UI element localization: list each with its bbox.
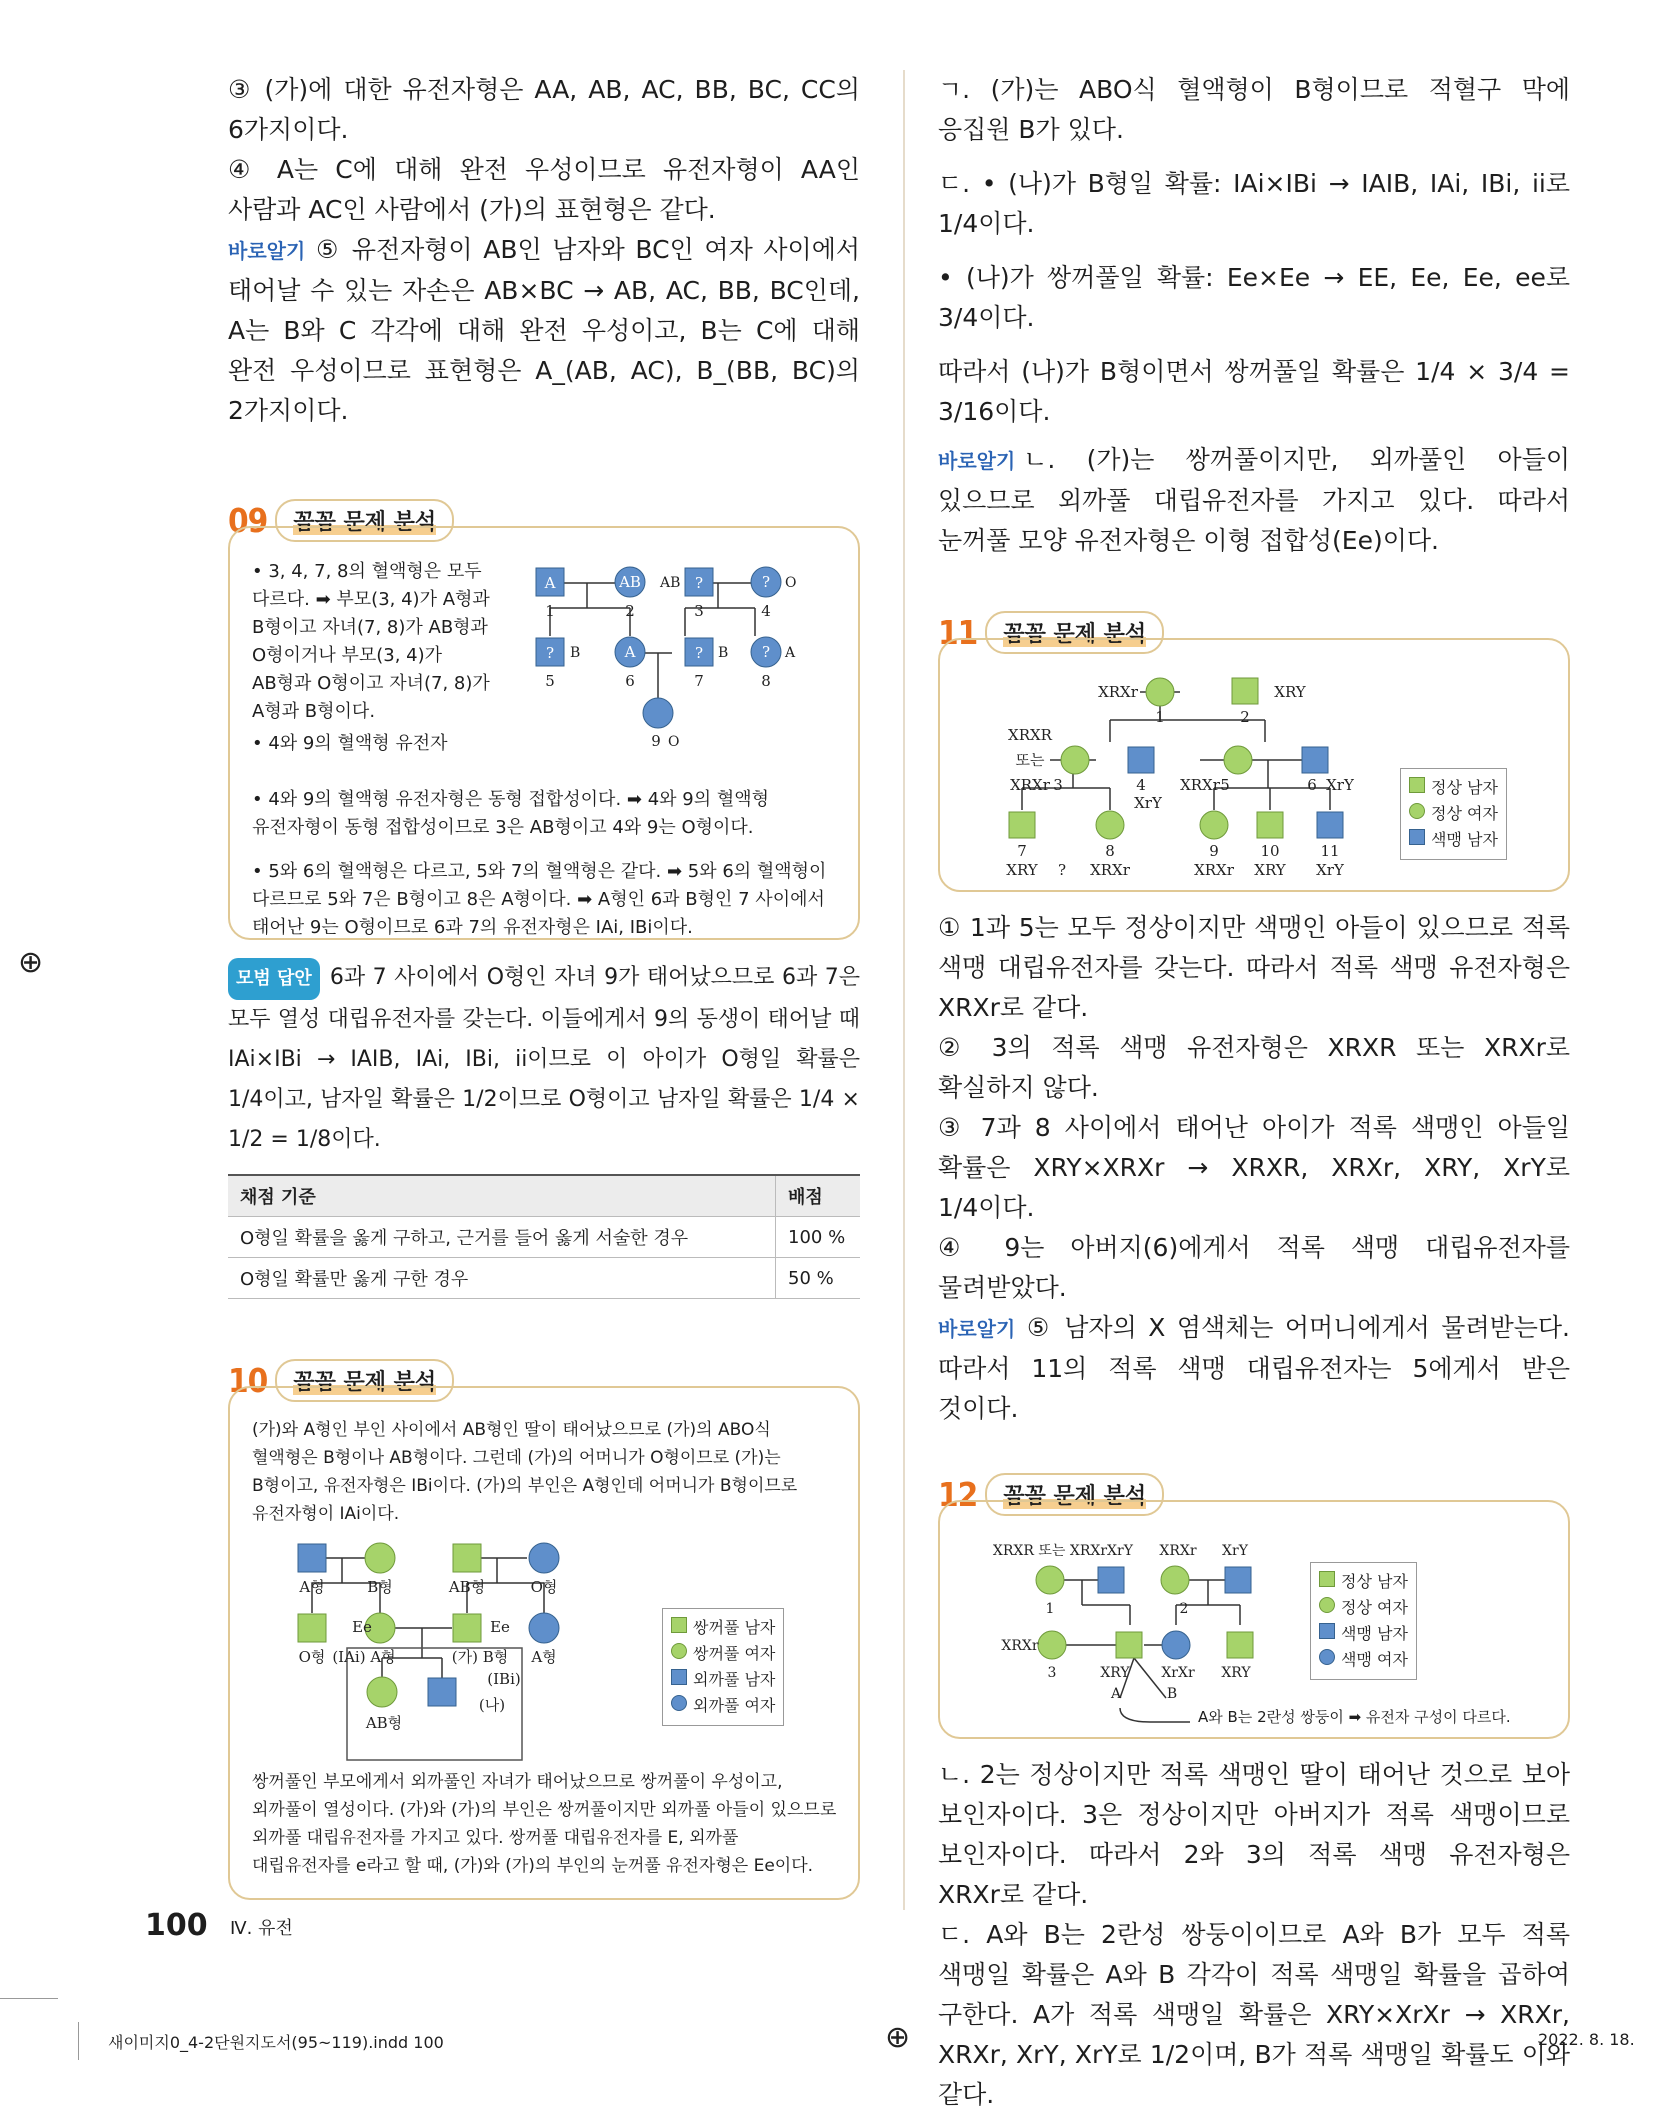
left-para-4: ④ A는 C에 대해 완전 우성이므로 유전자형이 AA인 사람과 AC인 사람에서 (가)의 표현형은 같다. <box>228 155 860 224</box>
q10-node-g4 <box>529 1543 559 1573</box>
q12-n1: 1 <box>1045 1601 1055 1617</box>
q09-side-4: O <box>785 575 797 591</box>
q12-node-2 <box>1161 1566 1189 1594</box>
q11-pedigree <box>1000 670 1400 885</box>
correction-label: 바로알기 <box>228 239 306 263</box>
q10-node-c1 <box>298 1614 326 1642</box>
q09-side-7: B <box>718 645 729 661</box>
q12-pedigree <box>970 1530 1330 1735</box>
q09-side-8: A <box>785 645 796 661</box>
q12-node-R <box>1227 1632 1253 1658</box>
q09-num-6: 6 <box>625 672 635 690</box>
q11-g8: XRXr <box>1090 861 1130 879</box>
q12-twin-note: A와 B는 2란성 쌍둥이 ➡ 유전자 구성이 다르다. <box>1198 1708 1511 1726</box>
q10-title: 꼼꼼 문제 분석 <box>275 1359 454 1402</box>
q11-g10: XRY <box>1254 861 1286 879</box>
q09-number: 09 <box>228 501 268 540</box>
q12-para-2: ㄷ. A와 B는 2란성 쌍둥이이므로 A와 B가 모두 적록 색맹일 확률은 A와 B 각각이 적록 색맹일 확률을 곱하여 구한다. A가 적록 색맹일 확률은 XRY×XrXr → XRXr, XRXr, XrY, XrY로 1/2이며, B가 적록 색맹일 확률도 이와 같다. <box>938 1920 1570 2109</box>
q10-label-wife-g: Ee <box>352 1618 372 1636</box>
grading-row: O형일 확률을 옳게 구하고, 근거를 들어 옳게 서술한 경우 100 % <box>228 1217 860 1258</box>
q12-legend <box>1310 1562 1417 1680</box>
q10-node-g2 <box>365 1543 395 1573</box>
chapter-label: Ⅳ. 유전 <box>230 1918 293 1939</box>
q12-n3: 3 <box>1047 1665 1057 1681</box>
q09-label-5: ? <box>545 644 555 662</box>
right-para-1: ㄱ. (가)는 ABO식 혈액형이 B형이므로 적혈구 막에 응집원 B가 있다. <box>938 75 1570 144</box>
q11-g3b: 또는 <box>1015 751 1045 769</box>
q10-label-g2: B형 <box>367 1578 393 1596</box>
q12-analysis-box <box>938 1500 1570 1739</box>
q11-n5: 5 <box>1220 776 1230 794</box>
q12-para-1: ㄴ. 2는 정상이지만 적록 색맹인 딸이 태어난 것으로 보아 보인자이다. 3은 정상이지만 아버지가 적록 색맹이므로 보인자이다. 따라서 2와 3의 적록 색맹 유전자형은 XRXr로 같다. <box>938 1760 1570 1909</box>
q09-label-1: A <box>544 574 556 592</box>
left-para-5: 바로알기 ⑤ 유전자형이 AB인 남자와 BC인 여자 사이에서 태어날 수 있는 자손은 AB×BC → AB, AC, BB, BC인데, A는 B와 C 각각에 대해 완전 우성이고, B는 C에 대해 완전 우성이므로 표현형은 A_(AB, AC), B_(BB, BC)의 2가지이다. <box>228 235 860 425</box>
left-para-3: ③ (가)에 대한 유전자형은 AA, AB, AC, BB, BC, CC의 6가지이다. <box>228 75 860 144</box>
q12-h2: XrY <box>1107 1543 1133 1559</box>
q12-node-1h <box>1098 1567 1124 1593</box>
q10-label-g4: O형 <box>530 1578 558 1596</box>
q10-intro: (가)와 A형인 부인 사이에서 AB형인 딸이 태어났으므로 (가)의 ABO식 혈액형은 B형이나 AB형이다. 그런데 (가)의 어머니가 O형이므로 (가)는 B형이고, 유전자형은 IBi이다. (가)의 부인은 A형인데 어머니가 B형이므로 유전자형이 IAi이다. <box>252 1420 798 1524</box>
q11-n7: 7 <box>1017 842 1027 860</box>
right-para-5: 바로알기 ㄴ. (가)는 쌍꺼풀이지만, 외까풀인 아들이 있으므로 외까풀 대립유전자를 가지고 있다. 따라서 눈꺼풀 모양 유전자형은 이형 접합성(Ee)이다. <box>938 445 1570 555</box>
q11-node-2 <box>1232 678 1258 704</box>
q11-n10: 10 <box>1260 842 1280 860</box>
q12-node-A <box>1116 1632 1142 1658</box>
crop-mark <box>78 2022 79 2060</box>
q09-num-5: 5 <box>545 672 555 690</box>
legend-item: 정상 여자 <box>1319 1595 1408 1621</box>
q09-pedigree <box>510 558 850 788</box>
legend-item: 색맹 남자 <box>1319 1621 1408 1647</box>
q09-side-3: AB <box>660 575 681 591</box>
q11-n2: 2 <box>1240 708 1250 726</box>
q11-para-2: ② 3의 적록 색맹 유전자형은 XRXR 또는 XRXr로 확실하지 않다. <box>938 1033 1570 1102</box>
q09-analysis-box <box>228 526 860 940</box>
right-para-2: ㄷ. • (나)가 B형일 확률: IAi×IBi → IAIB, IAi, IBi, ii로 1/4이다. <box>938 169 1570 238</box>
print-file-name: 새이미지0_4-2단원지도서(95~119).indd 100 <box>108 2033 444 2052</box>
q09-num-8: 8 <box>761 672 771 690</box>
q10-analysis-box <box>228 1386 860 1900</box>
q11-g7: XRY <box>1006 861 1038 879</box>
q11-g6: XrY <box>1326 776 1354 794</box>
q12-number: 12 <box>938 1475 978 1514</box>
legend-item: 쌍꺼풀 여자 <box>671 1641 775 1667</box>
q09-bullet-1: • 3, 4, 7, 8의 혈액형은 모두 다르다. ➡ 부모(3, 4)가 A형과 B형이고 자녀(7, 8)가 AB형과 O형이거나 부모(3, 4)가 AB형과 O형이고 자녀(7, 8)가 A형과 B형이다. <box>252 561 490 722</box>
q11-n4: 4 <box>1136 776 1146 794</box>
q11-para-5: 바로알기 ⑤ 남자의 X 염색체는 어머니에게서 물려받는다. 따라서 11의 적록 색맹 대립유전자는 5에게서 받은 것이다. <box>938 1313 1570 1423</box>
legend-item: 정상 남자 <box>1319 1569 1408 1595</box>
q09-model-answer: 모범 답안 6과 7 사이에서 O형인 자녀 9가 태어났으므로 6과 7은 모두 열성 대립유전자를 갖는다. 이들에게서 9의 동생이 태어날 때 IAi×IBi → IAIB, IAi, IBi, ii이므로 이 아이가 O형일 확률은 1/4이고, 남자일 확률은 1/2이므로 O형이고 남자일 확률은 1/4 × 1/2 = 1/8이다. <box>228 958 860 1160</box>
legend-item: 정상 남자 <box>1409 775 1498 801</box>
correction-label: 바로알기 <box>938 1317 1016 1341</box>
grading-header-row: 채점 기준 배점 <box>228 1175 860 1217</box>
q11-g3c: XRXr <box>1010 776 1050 794</box>
q09-num-9: 9 <box>651 732 661 750</box>
q11-n3: 3 <box>1053 776 1063 794</box>
q12-gR: XRY <box>1221 1665 1251 1681</box>
q12-node-B <box>1162 1631 1190 1659</box>
q09-side-9: O <box>668 734 680 750</box>
q11-analysis-box <box>938 638 1570 892</box>
q10-label-na: (나) <box>478 1696 506 1714</box>
left-column <box>228 70 860 1900</box>
q10-label-ga: (가) B형 <box>451 1648 509 1666</box>
q10-label-wife: (IAi) A형 <box>332 1648 396 1666</box>
q12-node-1 <box>1036 1566 1064 1594</box>
q12-node-2h <box>1225 1567 1251 1593</box>
legend-item: 색맹 여자 <box>1319 1647 1408 1673</box>
crop-mark <box>0 1998 58 1999</box>
q09-label-7: ? <box>694 644 704 662</box>
legend-item: 외까풀 남자 <box>671 1667 775 1693</box>
q09-label-8: ? <box>761 643 771 661</box>
q09-num-3: 3 <box>694 602 704 620</box>
q11-g3a: XRXR <box>1008 726 1052 744</box>
q11-n9: 9 <box>1209 842 1219 860</box>
q10-label-ga-i: (IBi) <box>487 1670 521 1688</box>
q10-node-g3 <box>453 1544 481 1572</box>
column-divider <box>903 70 905 1910</box>
q12-title: 꼼꼼 문제 분석 <box>985 1473 1164 1516</box>
q11-g5: XRXr <box>1180 776 1220 794</box>
q10-label-c4: A형 <box>531 1648 557 1666</box>
right-column <box>938 70 1570 2115</box>
q11-node-4 <box>1128 747 1154 773</box>
q11-para-1: ① 1과 5는 모두 정상이지만 색맹인 아들이 있으므로 적록 색맹 대립유전자를 갖는다. 따라서 적록 색맹 유전자형은 XRXr로 같다. <box>938 913 1570 1022</box>
q11-g4: XrY <box>1134 794 1162 812</box>
q11-legend <box>1400 768 1507 860</box>
legend-item: 정상 여자 <box>1409 801 1498 827</box>
legend-item: 쌍꺼풀 남자 <box>671 1615 775 1641</box>
q09-label-2: AB <box>619 573 641 591</box>
q10-node-child <box>367 1677 397 1707</box>
q11-title: 꼼꼼 문제 분석 <box>985 611 1164 654</box>
q11-node-11 <box>1317 812 1343 838</box>
right-para-4: 따라서 (나)가 B형이면서 쌍꺼풀일 확률은 1/4 × 3/4 = 3/16이다. <box>938 357 1570 426</box>
q11-g9: XRXr <box>1194 861 1234 879</box>
q09-grading-table <box>228 1174 860 1299</box>
q11-g11: XrY <box>1316 861 1344 879</box>
q11-node-8 <box>1096 811 1124 839</box>
q12-h4: XrY <box>1222 1543 1248 1559</box>
q11-g2: XRY <box>1274 683 1306 701</box>
q12-h1: XRXR 또는 XRXr <box>992 1543 1108 1559</box>
q11-para-4: ④ 9는 아버지(6)에게서 적록 색맹 대립유전자를 물려받았다. <box>938 1233 1570 1302</box>
q10-label-g1: A형 <box>299 1578 325 1596</box>
q10-label-ga-g: Ee <box>490 1618 510 1636</box>
q10-legend <box>662 1608 784 1726</box>
q09-label-6: A <box>624 643 636 661</box>
q09-bullet-2: • 4와 9의 혈액형 유전자형은 동형 접합성이다. ➡ 4와 9의 혈액형 유전자형이 동형 접합성이므로 3은 AB형이고 4와 9는 O형이다. <box>252 789 769 838</box>
q12-gA: XRY <box>1100 1665 1130 1681</box>
q11-node-9 <box>1200 811 1228 839</box>
q11-node-6 <box>1302 747 1328 773</box>
q11-node-5 <box>1224 746 1252 774</box>
q09-num-2: 2 <box>625 602 635 620</box>
q12-gB: XrXr <box>1161 1665 1195 1681</box>
q10-label-g3: AB형 <box>448 1578 486 1596</box>
grading-row: O형일 확률만 옳게 구한 경우 50 % <box>228 1258 860 1299</box>
q11-node-10 <box>1257 812 1283 838</box>
q11-n8: 8 <box>1105 842 1115 860</box>
q11-node-3 <box>1061 746 1089 774</box>
q09-bullet-3: • 5와 6의 혈액형은 다르고, 5와 7의 혈액형은 같다. ➡ 5와 6의 혈액형이 다르므로 5와 7은 B형이고 8은 A형이다. ➡ A형인 6과 B형인 7 사이에서 태어난 9는 O형이므로 6과 7의 유전자형은 IAi, IBi이다. <box>252 861 827 938</box>
q10-node-na <box>428 1678 456 1706</box>
correction-label: 바로알기 <box>938 449 1016 473</box>
legend-item: 외까풀 여자 <box>671 1693 775 1719</box>
legend-item: 색맹 남자 <box>1409 827 1498 853</box>
q11-n6: 6 <box>1307 776 1317 794</box>
q09-num-1: 1 <box>545 602 555 620</box>
q10-label-child: AB형 <box>365 1714 403 1732</box>
q09-num-4: 4 <box>761 602 771 620</box>
q09-bullet-2-head: • 4와 9의 혈액형 유전자 <box>252 733 448 754</box>
q10-node-c4 <box>529 1613 559 1643</box>
q12-h3: XRXr <box>1159 1543 1197 1559</box>
q11-number: 11 <box>938 613 978 652</box>
q11-gq: ? <box>1057 861 1067 879</box>
q12-node-3 <box>1038 1631 1066 1659</box>
q12-n2: 2 <box>1179 1601 1189 1617</box>
q10-number: 10 <box>228 1361 268 1400</box>
q11-n11: 11 <box>1320 842 1340 860</box>
q12-m3: XRXr <box>1001 1638 1039 1654</box>
q10-outro: 쌍꺼풀인 부모에게서 외까풀인 자녀가 태어났으므로 쌍꺼풀이 우성이고, 외까풀이 열성이다. (가)와 (가)의 부인은 쌍꺼풀이지만 외까풀 아들이 있으므로 외까풀 대립유전자를 가지고 있다. 쌍꺼풀 대립유전자를 E, 외까풀 대립유전자를 e라고 할 때, (가)와 (가)의 부인의 눈꺼풀 유전자형은 Ee이다. <box>252 1772 837 1876</box>
q11-g1: XRXr <box>1098 683 1138 701</box>
q11-n1: 1 <box>1155 708 1165 726</box>
q09-label-4: ? <box>761 573 771 591</box>
q10-label-c1: O형 <box>298 1648 326 1666</box>
q10-pedigree <box>282 1538 722 1768</box>
registration-mark-icon: ⊕ <box>18 945 44 980</box>
right-para-3: • (나)가 쌍꺼풀일 확률: Ee×Ee → EE, Ee, Ee, ee로 3/4이다. <box>938 263 1570 332</box>
q09-label-3: ? <box>694 574 704 592</box>
q12-B: B <box>1166 1686 1178 1702</box>
page-number: 100 <box>145 1908 208 1943</box>
q11-node-1 <box>1146 678 1174 706</box>
registration-mark-icon: ⊕ <box>885 2020 911 2055</box>
q09-num-7: 7 <box>694 672 704 690</box>
print-date: 2022. 8. 18. <box>1538 2030 1635 2049</box>
q10-node-g1 <box>298 1544 326 1572</box>
q09-side-5: B <box>570 645 581 661</box>
q09-title: 꼼꼼 문제 분석 <box>275 499 454 542</box>
q09-node-9 <box>643 698 673 728</box>
q11-node-7 <box>1009 812 1035 838</box>
q12-A: A <box>1110 1686 1122 1702</box>
q11-para-3: ③ 7과 8 사이에서 태어난 아이가 적록 색맹인 아들일 확률은 XRY×XRXr → XRXR, XRXr, XRY, XrY로 1/4이다. <box>938 1113 1570 1222</box>
q09-bullets <box>252 558 502 758</box>
model-answer-badge: 모범 답안 <box>228 958 320 1000</box>
q10-node-ga <box>453 1614 481 1642</box>
